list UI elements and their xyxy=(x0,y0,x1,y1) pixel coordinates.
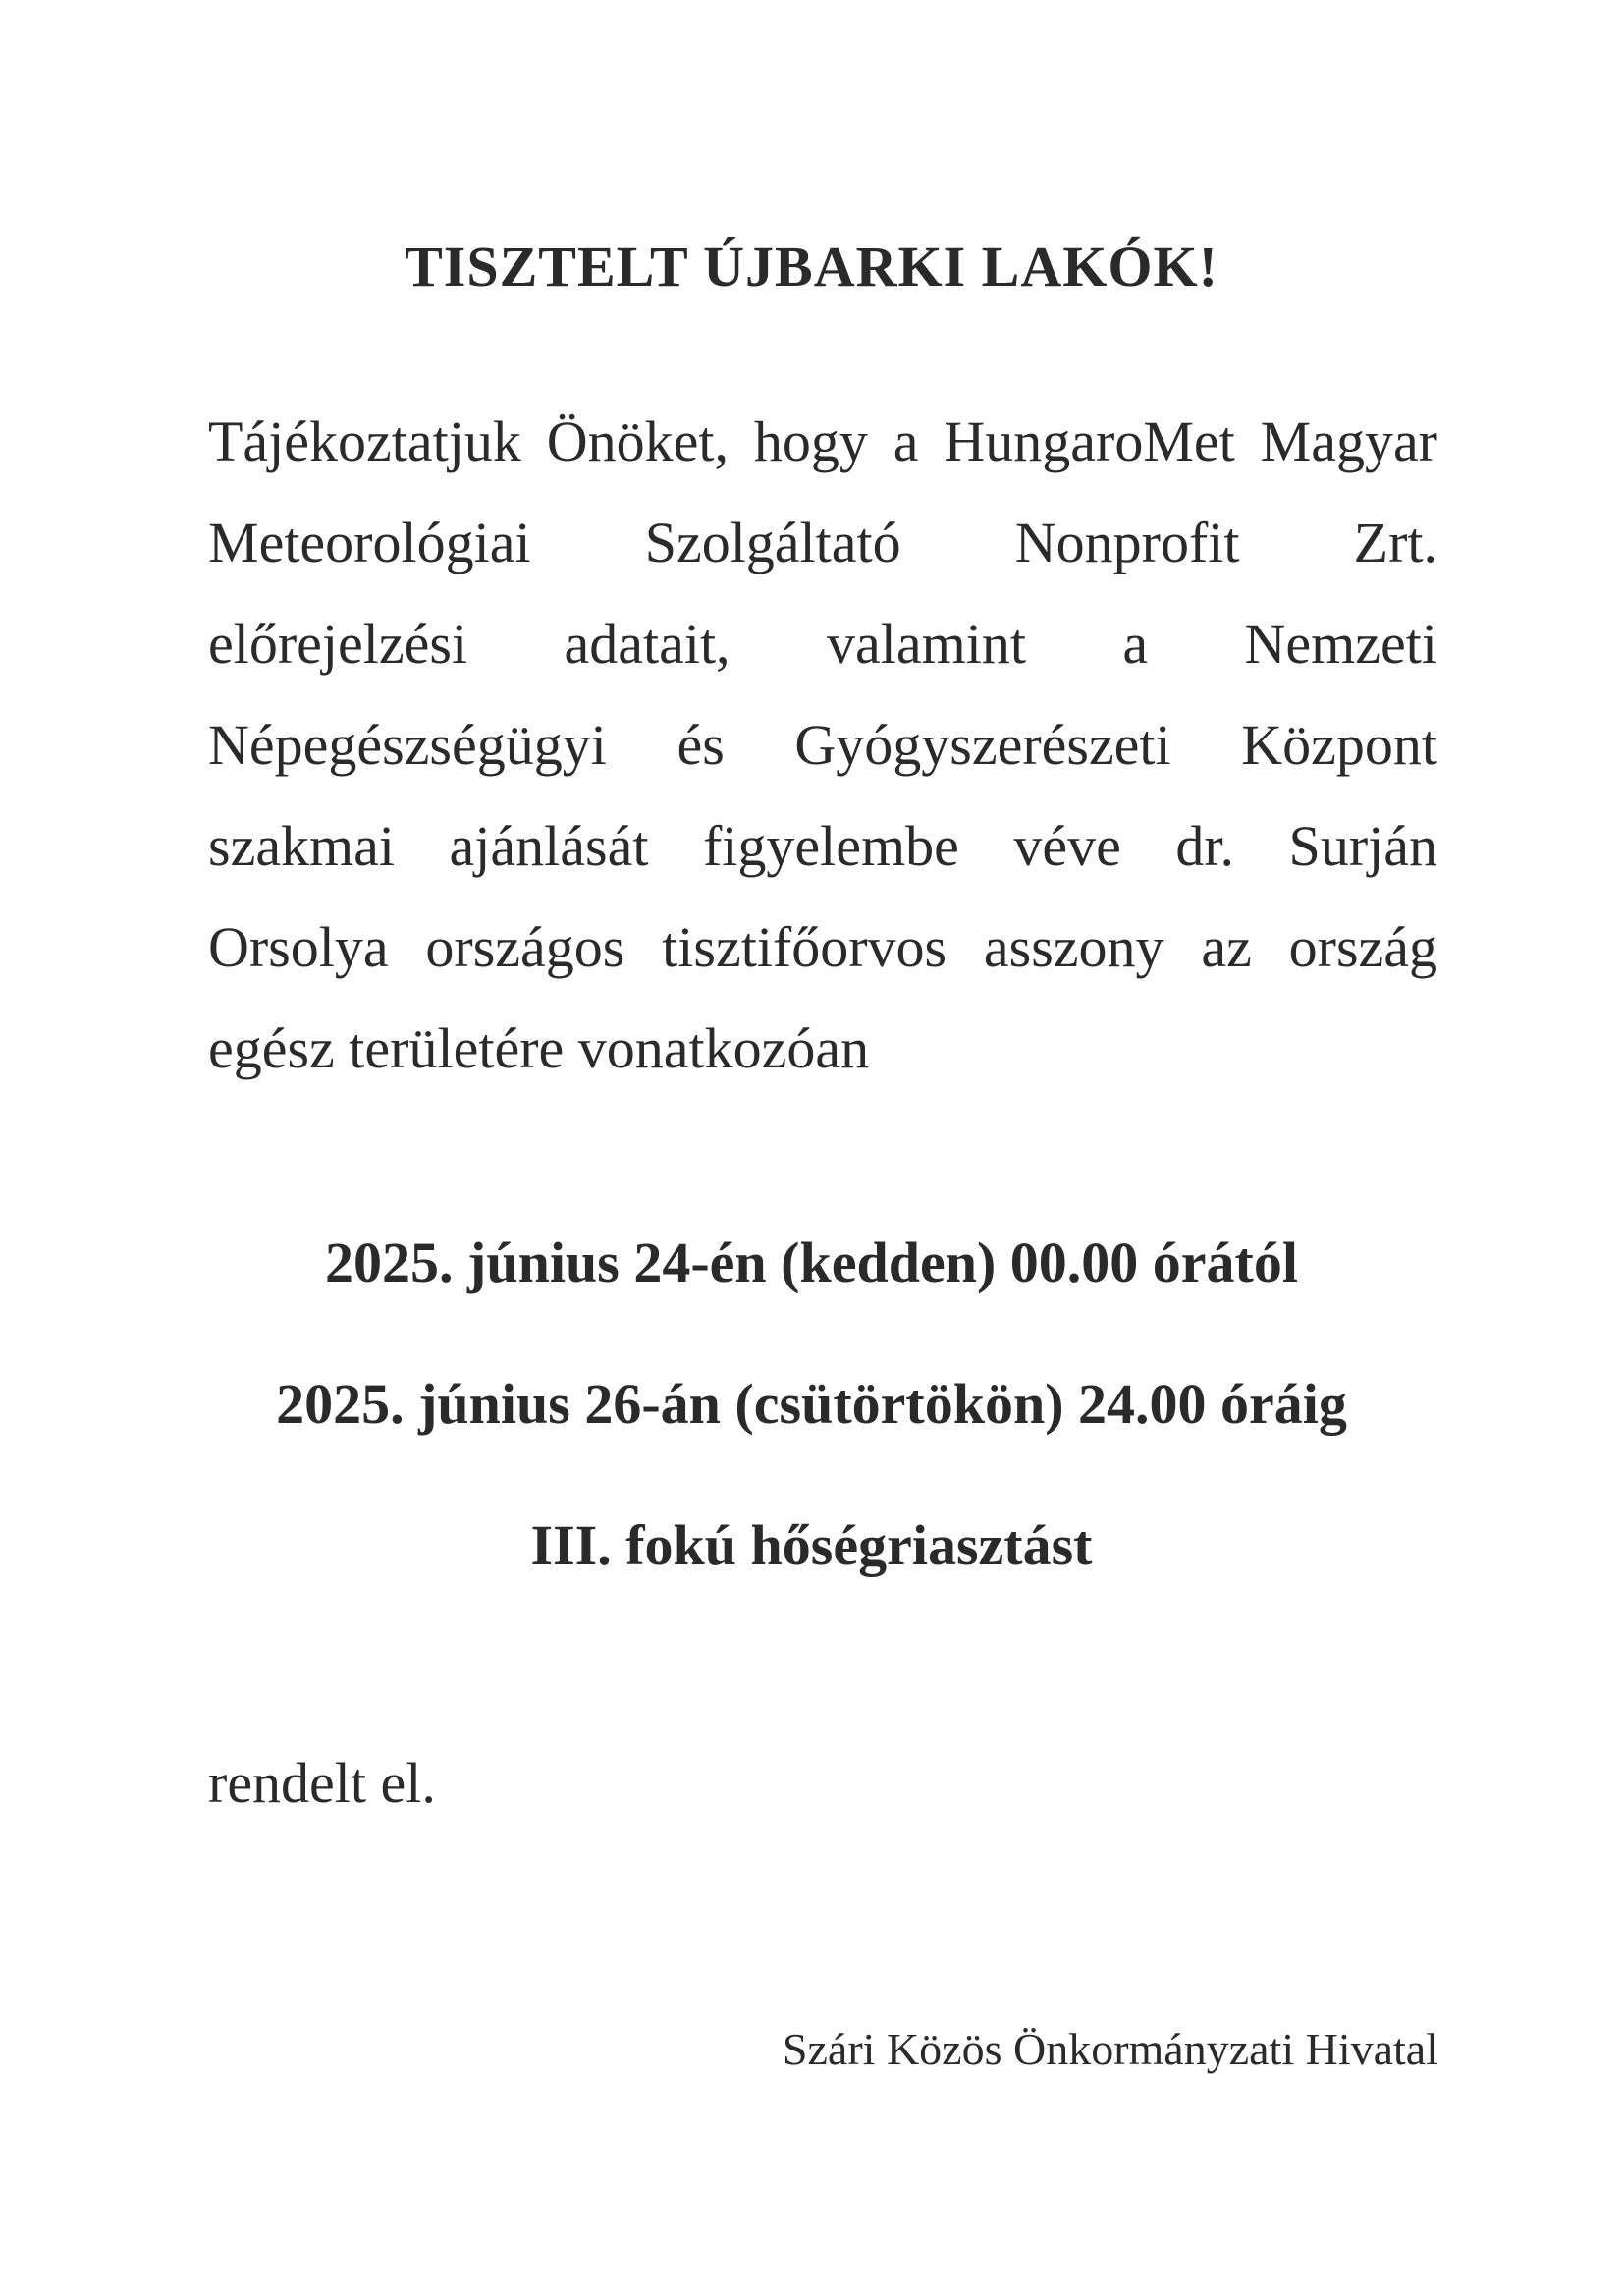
body-line: egész területére vonatkozóan xyxy=(208,1016,870,1080)
body-line: előrejelzési adatait, valamint a Nemzeti xyxy=(208,612,1437,676)
alert-start-date: 2025. június 24-én (kedden) 00.00 órától xyxy=(325,1230,1298,1294)
body-line: Meteorológiai Szolgáltató Nonprofit Zrt. xyxy=(208,511,1437,574)
alert-end-date: 2025. június 26-án (csütörtökön) 24.00 óráig xyxy=(276,1372,1347,1436)
body-line: Tájékoztatjuk Önöket, hogy a HungaroMet Magyar xyxy=(208,410,1437,473)
alert-level: III. fokú hőségriasztást xyxy=(530,1513,1093,1577)
notice-title: TISZTELT ÚJBARKI LAKÓK! xyxy=(405,235,1218,299)
body-line: Orsolya országos tisztifőorvos asszony az ország xyxy=(208,915,1437,979)
body-line: szakmai ajánlását figyelembe véve dr. Surján xyxy=(208,814,1437,878)
body-line: Népegészségügyi és Gyógyszerészeti Központ xyxy=(208,713,1437,777)
notice-body xyxy=(208,391,1437,1099)
closing-text: rendelt el. xyxy=(208,1751,436,1815)
signature: Szári Közös Önkormányzati Hivatal xyxy=(782,2024,1438,2074)
